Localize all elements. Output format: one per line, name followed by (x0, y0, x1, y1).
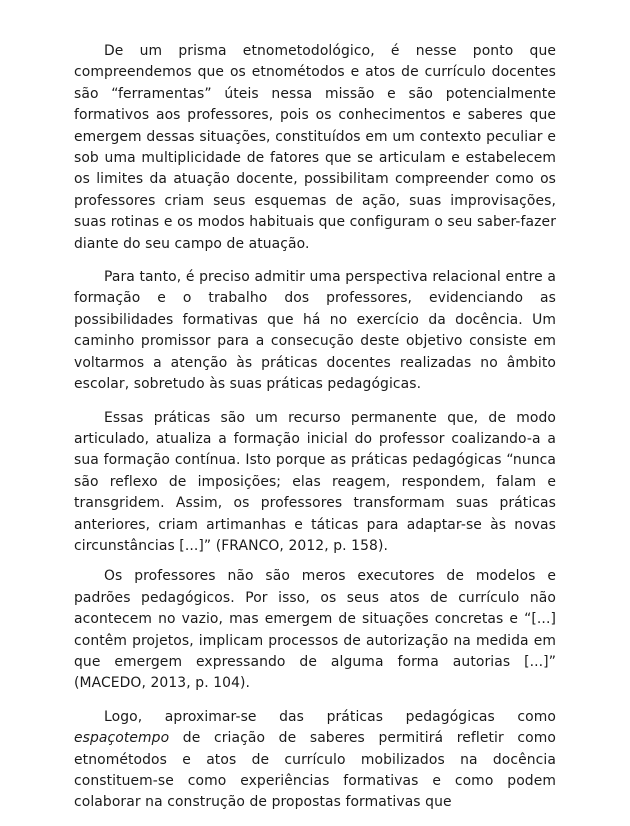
paragraph-5 (74, 707, 556, 814)
paragraph-5-text-before: Logo, aproximar-se das práticas pedagógicas como (104, 708, 556, 725)
paragraph-2: Para tanto, é preciso admitir uma perspectiva relacional entre a formação e o trabalho dos professores, evidenciando as possibilidades formativas que há no exercício da docência. Um caminho promissor para a consecução deste objetivo consiste em voltarmos a atenção às práticas docentes realizadas no âmbito escolar, sobretudo às suas práticas pedagógicas. (74, 269, 556, 393)
paragraph-1: De um prisma etnometodológico, é nesse ponto que compreendemos que os etnométodos e atos de currículo docentes são “ferramentas” úteis nessa missão e são potencialmente formativos aos professores, pois os conhecimentos e saberes que emergem dessas situações, constituídos em um contexto peculiar e sob uma multiplicidade de fatores que se articulam e estabelecem os limites da atuação docente, possibilitam compreender como os professores criam seus esquemas de ação, suas improvisações, suas rotinas e os modos habituais que configuram o seu saber-fazer diante do seu campo de atuação. (74, 43, 556, 252)
document-page (74, 41, 556, 826)
paragraph-5-emphasis: espaçotempo (74, 730, 170, 747)
paragraph-4: Os professores não são meros executores de modelos e padrões pedagógicos. Por isso, os seus atos de currículo não acontecem no vazio, mas emergem de situações concretas e “[...] contêm projetos, implicam processos de autorização na medida em que emergem expressando de alguma forma autorias [...]” (MACEDO, 2013, p. 104). (74, 568, 556, 692)
paragraph-5-text-after: de criação de saberes permitirá refletir como etnométodos e atos de currículo mobilizados na docência constituem-se como experiências formativas e como podem colaborar na construção de propostas formativas que (74, 730, 556, 811)
paragraph-3: Essas práticas são um recurso permanente que, de modo articulado, atualiza a formação inicial do professor coalizando-a a sua formação contínua. Isto porque as práticas pedagógicas “nunca são reflexo de imposições; elas reagem, respondem, falam e transgridem. Assim, os professores transformam suas práticas anteriores, criam artimanhas e táticas para adaptar-se às novas circunstâncias [...]” (FRANCO, 2012, p. 158). (74, 409, 556, 554)
